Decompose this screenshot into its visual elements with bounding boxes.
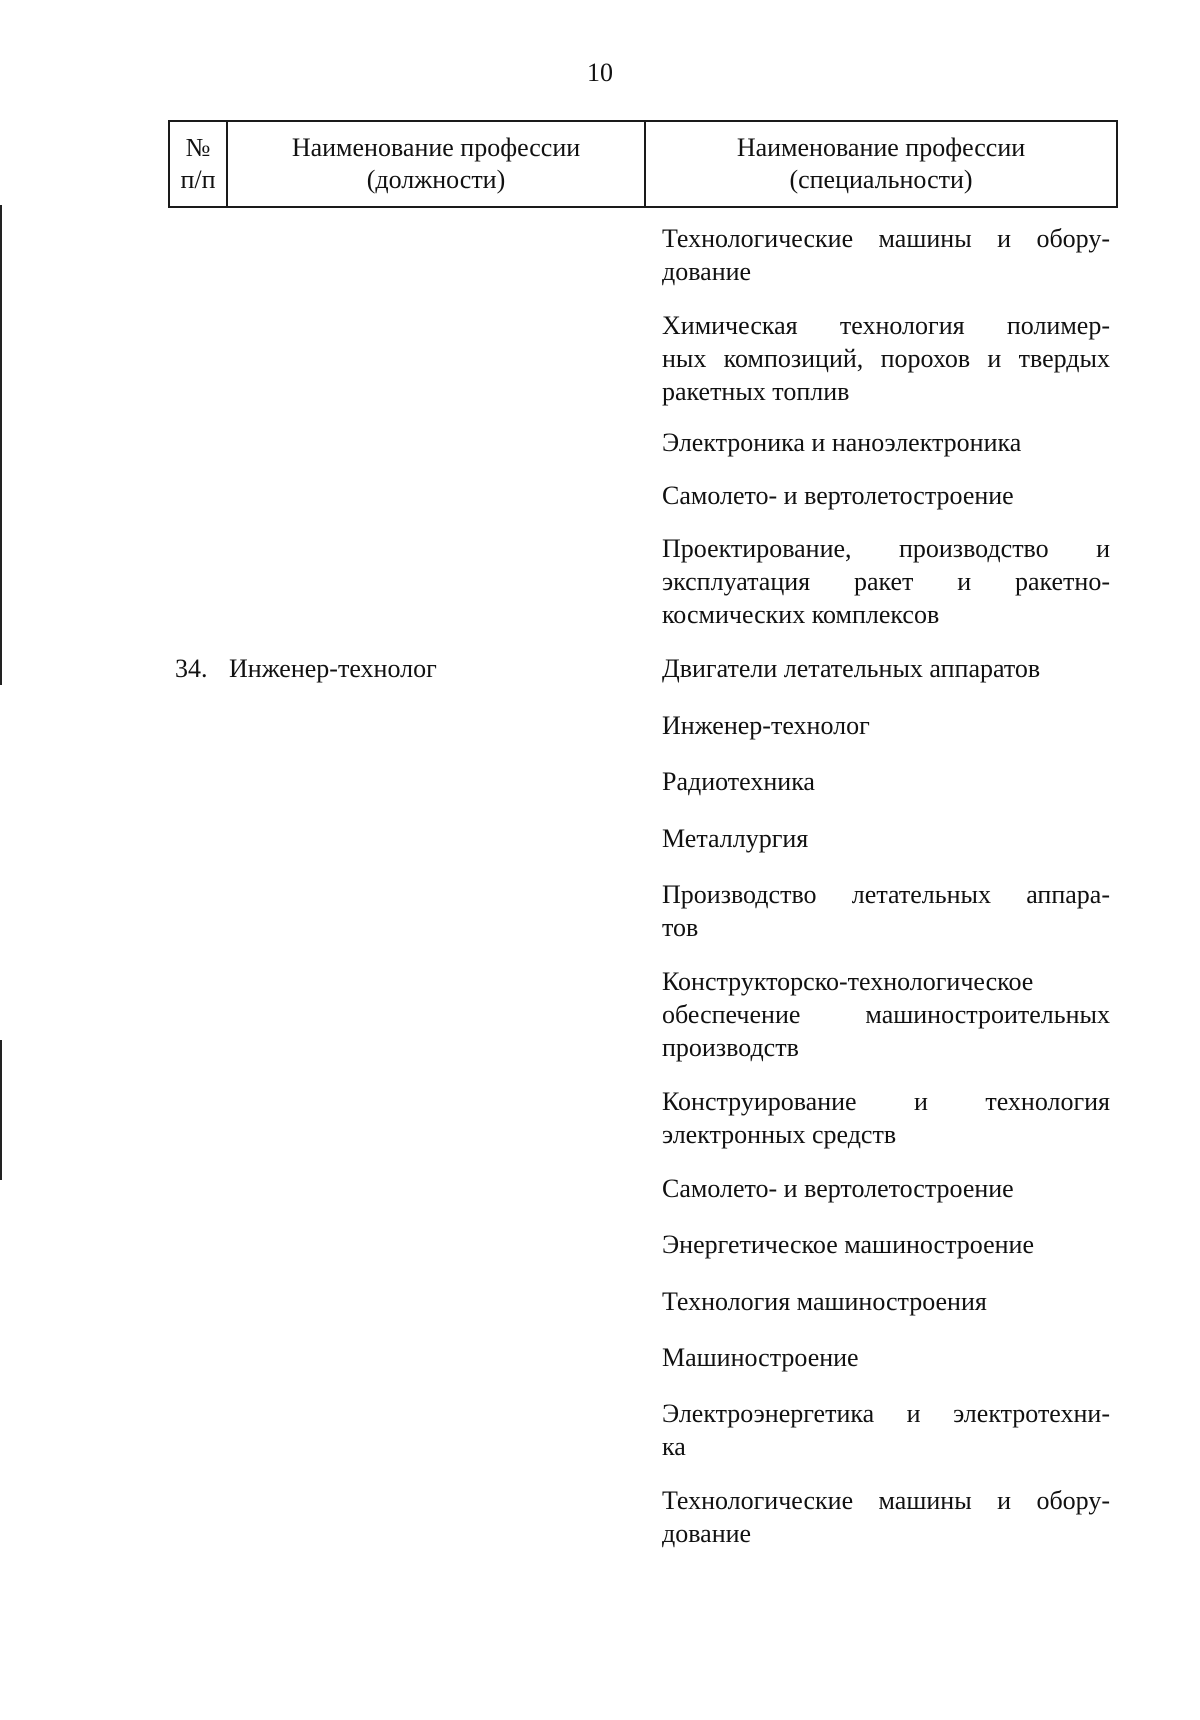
specialty-item [662, 479, 1110, 512]
table-header [168, 120, 1118, 208]
scan-edge-mark [0, 205, 2, 685]
specialty-line: Электроэнергетика и электротехни- [662, 1399, 1110, 1428]
header-position-line: Наименование профессии [291, 133, 581, 162]
specialty-line: Производство летательных аппара- [662, 880, 1110, 909]
specialty-line: дование [662, 1519, 752, 1548]
header-specialty-line: Наименование профессии [736, 133, 1026, 162]
header-number-line: п/п [180, 165, 216, 194]
specialty-line: Самолето- и вертолетостроение [662, 1174, 1014, 1203]
specialty-item [662, 652, 1110, 685]
specialty-line: Машиностроение [662, 1343, 859, 1372]
specialty-item [662, 222, 1110, 288]
specialty-item [662, 878, 1110, 944]
specialty-item [662, 426, 1110, 459]
specialty-line: Инженер-технолог [662, 711, 870, 740]
specialty-line: Химическая технология полимер- [662, 311, 1110, 340]
specialty-line: Самолето- и вертолетостроение [662, 481, 1014, 510]
specialty-line: ка [662, 1432, 686, 1461]
page-number: 10 [587, 58, 613, 87]
header-specialty-line: (специальности) [789, 165, 973, 194]
specialty-line: Технологические машины и обору- [662, 1486, 1110, 1515]
specialty-line: Электроника и наноэлектроника [662, 428, 1022, 457]
specialty-item [662, 309, 1110, 408]
specialty-item [662, 1285, 1110, 1318]
header-number-line: № [185, 133, 211, 162]
specialty-item [662, 1397, 1110, 1463]
specialty-item [662, 1484, 1110, 1550]
specialty-item [662, 1172, 1110, 1205]
specialty-item [662, 765, 1110, 798]
specialty-line: обеспечение машиностроительных [662, 1000, 1110, 1029]
entry-number: 34. [175, 654, 208, 683]
specialty-line: Проектирование, производство и [662, 534, 1110, 563]
specialty-item [662, 822, 1110, 855]
header-specialty-column [646, 122, 1116, 206]
specialty-line: Радиотехника [662, 767, 815, 796]
specialty-line: тов [662, 913, 699, 942]
specialty-line: Двигатели летательных аппаратов [662, 654, 1041, 683]
specialty-line: дование [662, 257, 752, 286]
header-position-line: (должности) [366, 165, 506, 194]
specialty-item [662, 1228, 1110, 1261]
specialty-line: ных композиций, порохов и твердых [662, 344, 1110, 373]
entry-position: Инженер-технолог [229, 654, 437, 683]
specialty-line: Конструкторско-технологическое [662, 967, 1034, 996]
specialty-item [662, 709, 1110, 742]
specialty-item [662, 532, 1110, 631]
specialty-line: эксплуатация ракет и ракетно- [662, 567, 1110, 596]
specialty-line: электронных средств [662, 1120, 897, 1149]
specialty-line: космических комплексов [662, 600, 940, 629]
specialty-item [662, 1341, 1110, 1374]
header-number-column [170, 122, 228, 206]
header-position-column [228, 122, 646, 206]
specialty-line: Технология машиностроения [662, 1287, 987, 1316]
specialty-line: производств [662, 1033, 799, 1062]
scan-edge-mark [0, 1040, 2, 1180]
specialty-line: Энергетическое машиностроение [662, 1230, 1034, 1259]
specialty-line: ракетных топлив [662, 377, 850, 406]
specialty-line: Конструирование и технология [662, 1087, 1110, 1116]
specialty-line: Технологические машины и обору- [662, 224, 1110, 253]
specialty-line: Металлургия [662, 824, 809, 853]
specialty-item [662, 965, 1110, 1064]
specialty-item [662, 1085, 1110, 1151]
